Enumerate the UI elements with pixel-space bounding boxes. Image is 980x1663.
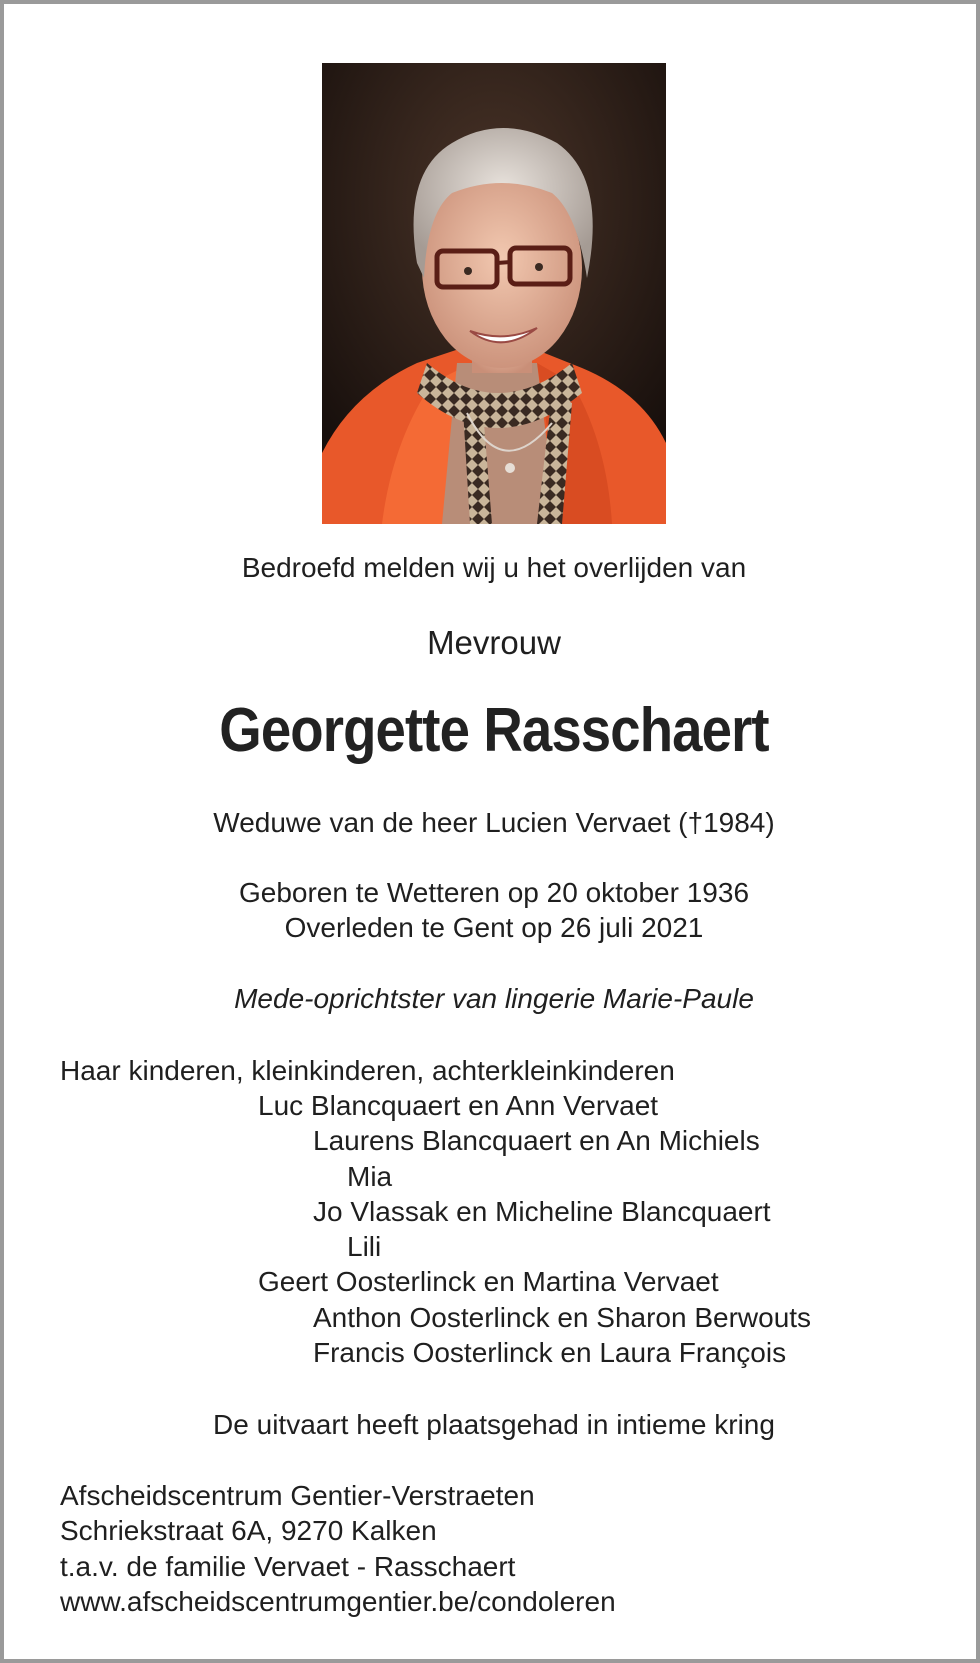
- role-text: Mede-oprichtster van lingerie Marie-Paule: [234, 983, 754, 1014]
- contact-line: Afscheidscentrum Gentier-Verstraeten: [60, 1480, 535, 1511]
- portrait-photo: [322, 63, 666, 524]
- widow-of: Weduwe van de heer Lucien Vervaet (†1984): [213, 807, 775, 838]
- announcement-text: Bedroefd melden wij u het overlijden van: [241, 552, 747, 583]
- contact-line: t.a.v. de familie Vervaet - Rasschaert: [60, 1551, 516, 1582]
- salutation: Mevrouw: [427, 624, 561, 661]
- family-member: Mia: [347, 1161, 393, 1192]
- family-member: Jo Vlassak en Micheline Blancquaert: [313, 1196, 771, 1227]
- birth-info: Geboren te Wetteren op 20 oktober 1936: [238, 877, 750, 908]
- funeral-note: De uitvaart heeft plaatsgehad in intieme kring: [213, 1409, 775, 1440]
- family-member: Francis Oosterlinck en Laura François: [313, 1337, 787, 1368]
- family-member: Geert Oosterlinck en Martina Vervaet: [258, 1266, 719, 1297]
- contact-line: Schriekstraat 6A, 9270 Kalken: [60, 1515, 437, 1546]
- family-member: Lili: [347, 1231, 382, 1262]
- family-member: Anthon Oosterlinck en Sharon Berwouts: [313, 1302, 812, 1333]
- family-member: Luc Blancquaert en Ann Vervaet: [258, 1090, 659, 1121]
- deceased-name: Georgette Rasschaert: [219, 696, 769, 765]
- condolence-link[interactable]: www.afscheidscentrumgentier.be/condoleren: [60, 1586, 616, 1617]
- family-member: Laurens Blancquaert en An Michiels: [313, 1125, 760, 1156]
- family-intro: Haar kinderen, kleinkinderen, achterkleinkinderen: [60, 1055, 675, 1086]
- death-info: Overleden te Gent op 26 juli 2021: [284, 912, 704, 943]
